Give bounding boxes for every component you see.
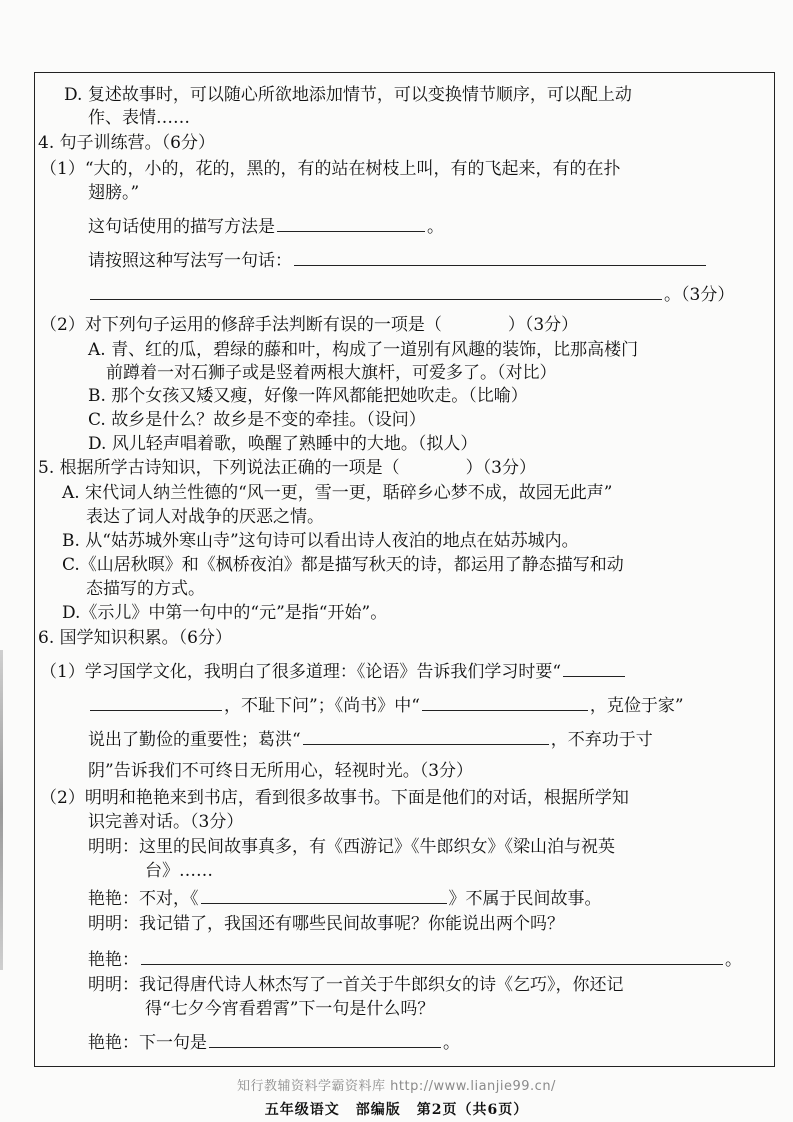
q4-1-sentence-line1: （1）“大的，小的，花的，黑的，有的站在树枝上叫，有的飞起来，有的在扑 bbox=[40, 159, 621, 179]
footer-subject: 五年级语文 bbox=[264, 1102, 340, 1118]
q6-1-shangshu: ，不耻下问”；《尚书》中“ bbox=[224, 696, 420, 716]
q6-2-yanyan1-post: 》不属于民间故事。 bbox=[448, 889, 602, 909]
q6-title: 6. 国学知识积累。（6分） bbox=[38, 628, 232, 648]
q6-2-yanyan1-blank[interactable] bbox=[201, 887, 447, 904]
q5-option-c-line2: 态描写的方式。 bbox=[86, 579, 205, 599]
q4-2-stem-text: （2）对下列句子运用的修辞手法判断有误的一项是（ bbox=[40, 315, 442, 335]
q6-2-yanyan2-blank[interactable] bbox=[141, 948, 723, 965]
q6-2-yanyan3-post: 。 bbox=[443, 1033, 460, 1053]
q6-2-yanyan1 bbox=[88, 887, 602, 910]
q4-2-option-b: B. 那个女孩又矮又瘦，好像一阵风都能把她吹走。（比喻） bbox=[88, 386, 528, 406]
q4-1-method-label: 这句话使用的描写方法是 bbox=[88, 217, 275, 237]
q6-2-mingming2: 明明：我记错了，我国还有哪些民间故事呢？你能说出两个吗？ bbox=[88, 914, 564, 934]
q6-2-yanyan3-pre: 艳艳：下一句是 bbox=[88, 1033, 207, 1053]
q6-1-blank1-end[interactable] bbox=[90, 694, 222, 711]
q4-1-imitate-label: 请按照这种写法写一句话： bbox=[88, 251, 292, 271]
page-footer bbox=[0, 1099, 793, 1119]
q4-2-score: ）（3分） bbox=[507, 315, 579, 335]
q5-option-b: B. 从“姑苏城外寒山寺”这句诗可以看出诗人夜泊的地点在姑苏城内。 bbox=[62, 531, 579, 551]
q5-stem bbox=[38, 457, 536, 479]
q6-2-yanyan2-post: 。 bbox=[725, 950, 742, 970]
q4-1-imitate-line2 bbox=[88, 283, 734, 306]
q6-2-mingming3-line2: 得“七夕今宵看碧霄”下一句是什么吗？ bbox=[145, 999, 435, 1019]
q6-2-mingming3-line1: 明明：我记得唐代诗人林杰写了一首关于牛郎织女的诗《乞巧》，你还记 bbox=[88, 975, 624, 995]
footer-page-number: 第2页（共6页） bbox=[416, 1102, 529, 1118]
q6-1-line1 bbox=[40, 660, 627, 683]
q6-2-yanyan3-blank[interactable] bbox=[209, 1031, 441, 1048]
watermark: 知行教辅资料学霸资料库 http://www.lianjie99.cn/ bbox=[237, 1079, 556, 1094]
q5-option-c-line1: C.《山居秋暝》和《枫桥夜泊》都是描写秋天的诗，都运用了静态描写和动 bbox=[62, 555, 624, 575]
q5-option-a-line1: A. 宋代词人纳兰性德的“风一更，雪一更，聒碎乡心梦不成，故园无此声” bbox=[62, 483, 613, 503]
q4-2-answer-slot[interactable] bbox=[444, 314, 506, 330]
q6-2-mingming1-line1: 明明：这里的民间故事真多，有《西游记》《牛郎织女》《梁山泊与祝英 bbox=[88, 837, 615, 857]
q4-2-option-a-line2: 前蹲着一对石狮子或是竖着两根大旗杆，可爱多了。（对比） bbox=[106, 363, 557, 383]
q6-1-blank3[interactable] bbox=[303, 728, 549, 745]
q4-1-imitate-line bbox=[88, 249, 708, 272]
q6-1-line2 bbox=[88, 694, 684, 717]
q5-stem-text: 5. 根据所学古诗知识，下列说法正确的一项是（ bbox=[38, 458, 400, 478]
q4-1-imitate-blank1[interactable] bbox=[294, 249, 706, 266]
q6-1-line4: 阴”告诉我们不可终日无所用心，轻视时光。（3分） bbox=[88, 761, 474, 781]
q5-option-a-line2: 表达了词人对战争的厌恶之情。 bbox=[86, 507, 324, 527]
q5-score: ）（3分） bbox=[465, 458, 536, 478]
footer-edition: 部编版 bbox=[355, 1102, 401, 1118]
q6-1-blank1-start[interactable] bbox=[563, 660, 625, 677]
q5-option-d: D.《示儿》中第一句中的“元”是指“开始”。 bbox=[62, 603, 388, 623]
q4-1-method-end: 。 bbox=[427, 217, 444, 237]
q6-2-mingming1-line2: 台》…… bbox=[145, 861, 213, 881]
q6-2-yanyan3 bbox=[88, 1031, 460, 1054]
q6-2-yanyan2 bbox=[88, 948, 742, 971]
q6-1-gehong: 说出了勤俭的重要性；葛洪“ bbox=[88, 730, 301, 750]
q4-2-option-c: C. 故乡是什么？故乡是不变的牵挂。（设问） bbox=[88, 410, 426, 430]
q5-answer-slot[interactable] bbox=[402, 457, 464, 473]
q6-1-kejian: ，克俭于家” bbox=[589, 696, 684, 716]
q4-2-stem bbox=[40, 314, 578, 336]
q6-2-yanyan1-pre: 艳艳：不对，《 bbox=[88, 889, 199, 909]
q4-1-imitate-blank2[interactable] bbox=[90, 283, 662, 300]
q6-1-intro: （1）学习国学文化，我明白了很多道理：《论语》告诉我们学习时要“ bbox=[40, 662, 562, 682]
q6-2-line1: （2）明明和艳艳来到书店，看到很多故事书。下面是他们的对话，根据所学知 bbox=[40, 788, 629, 808]
q4-1-method-answer-blank[interactable] bbox=[277, 215, 425, 232]
q6-1-line3 bbox=[88, 728, 653, 751]
q6-2-yanyan2-pre: 艳艳： bbox=[88, 950, 139, 970]
q4-1-score: 。（3分） bbox=[664, 285, 735, 305]
q4-1-sentence-line2: 翅膀。” bbox=[88, 183, 140, 203]
q6-1-bugong: ，不弃功于寸 bbox=[550, 730, 653, 750]
q4-2-option-d: D. 风儿轻声唱着歌，唤醒了熟睡中的大地。（拟人） bbox=[88, 434, 478, 454]
q4-1-method-line bbox=[88, 215, 444, 238]
q3-option-d-line1: D. 复述故事时，可以随心所欲地添加情节，可以变换情节顺序，可以配上动 bbox=[64, 85, 632, 105]
q4-2-option-a-line1: A. 青、红的瓜，碧绿的藤和叶，构成了一道别有风趣的装饰，比那高楼门 bbox=[88, 340, 639, 360]
binding-edge bbox=[0, 650, 3, 970]
q6-2-line2: 识完善对话。（3分） bbox=[88, 812, 244, 832]
q6-1-blank2[interactable] bbox=[422, 694, 588, 711]
q4-title: 4. 句子训练营。（6分） bbox=[38, 133, 215, 153]
q3-option-d-line2: 作、表情…… bbox=[88, 108, 190, 128]
